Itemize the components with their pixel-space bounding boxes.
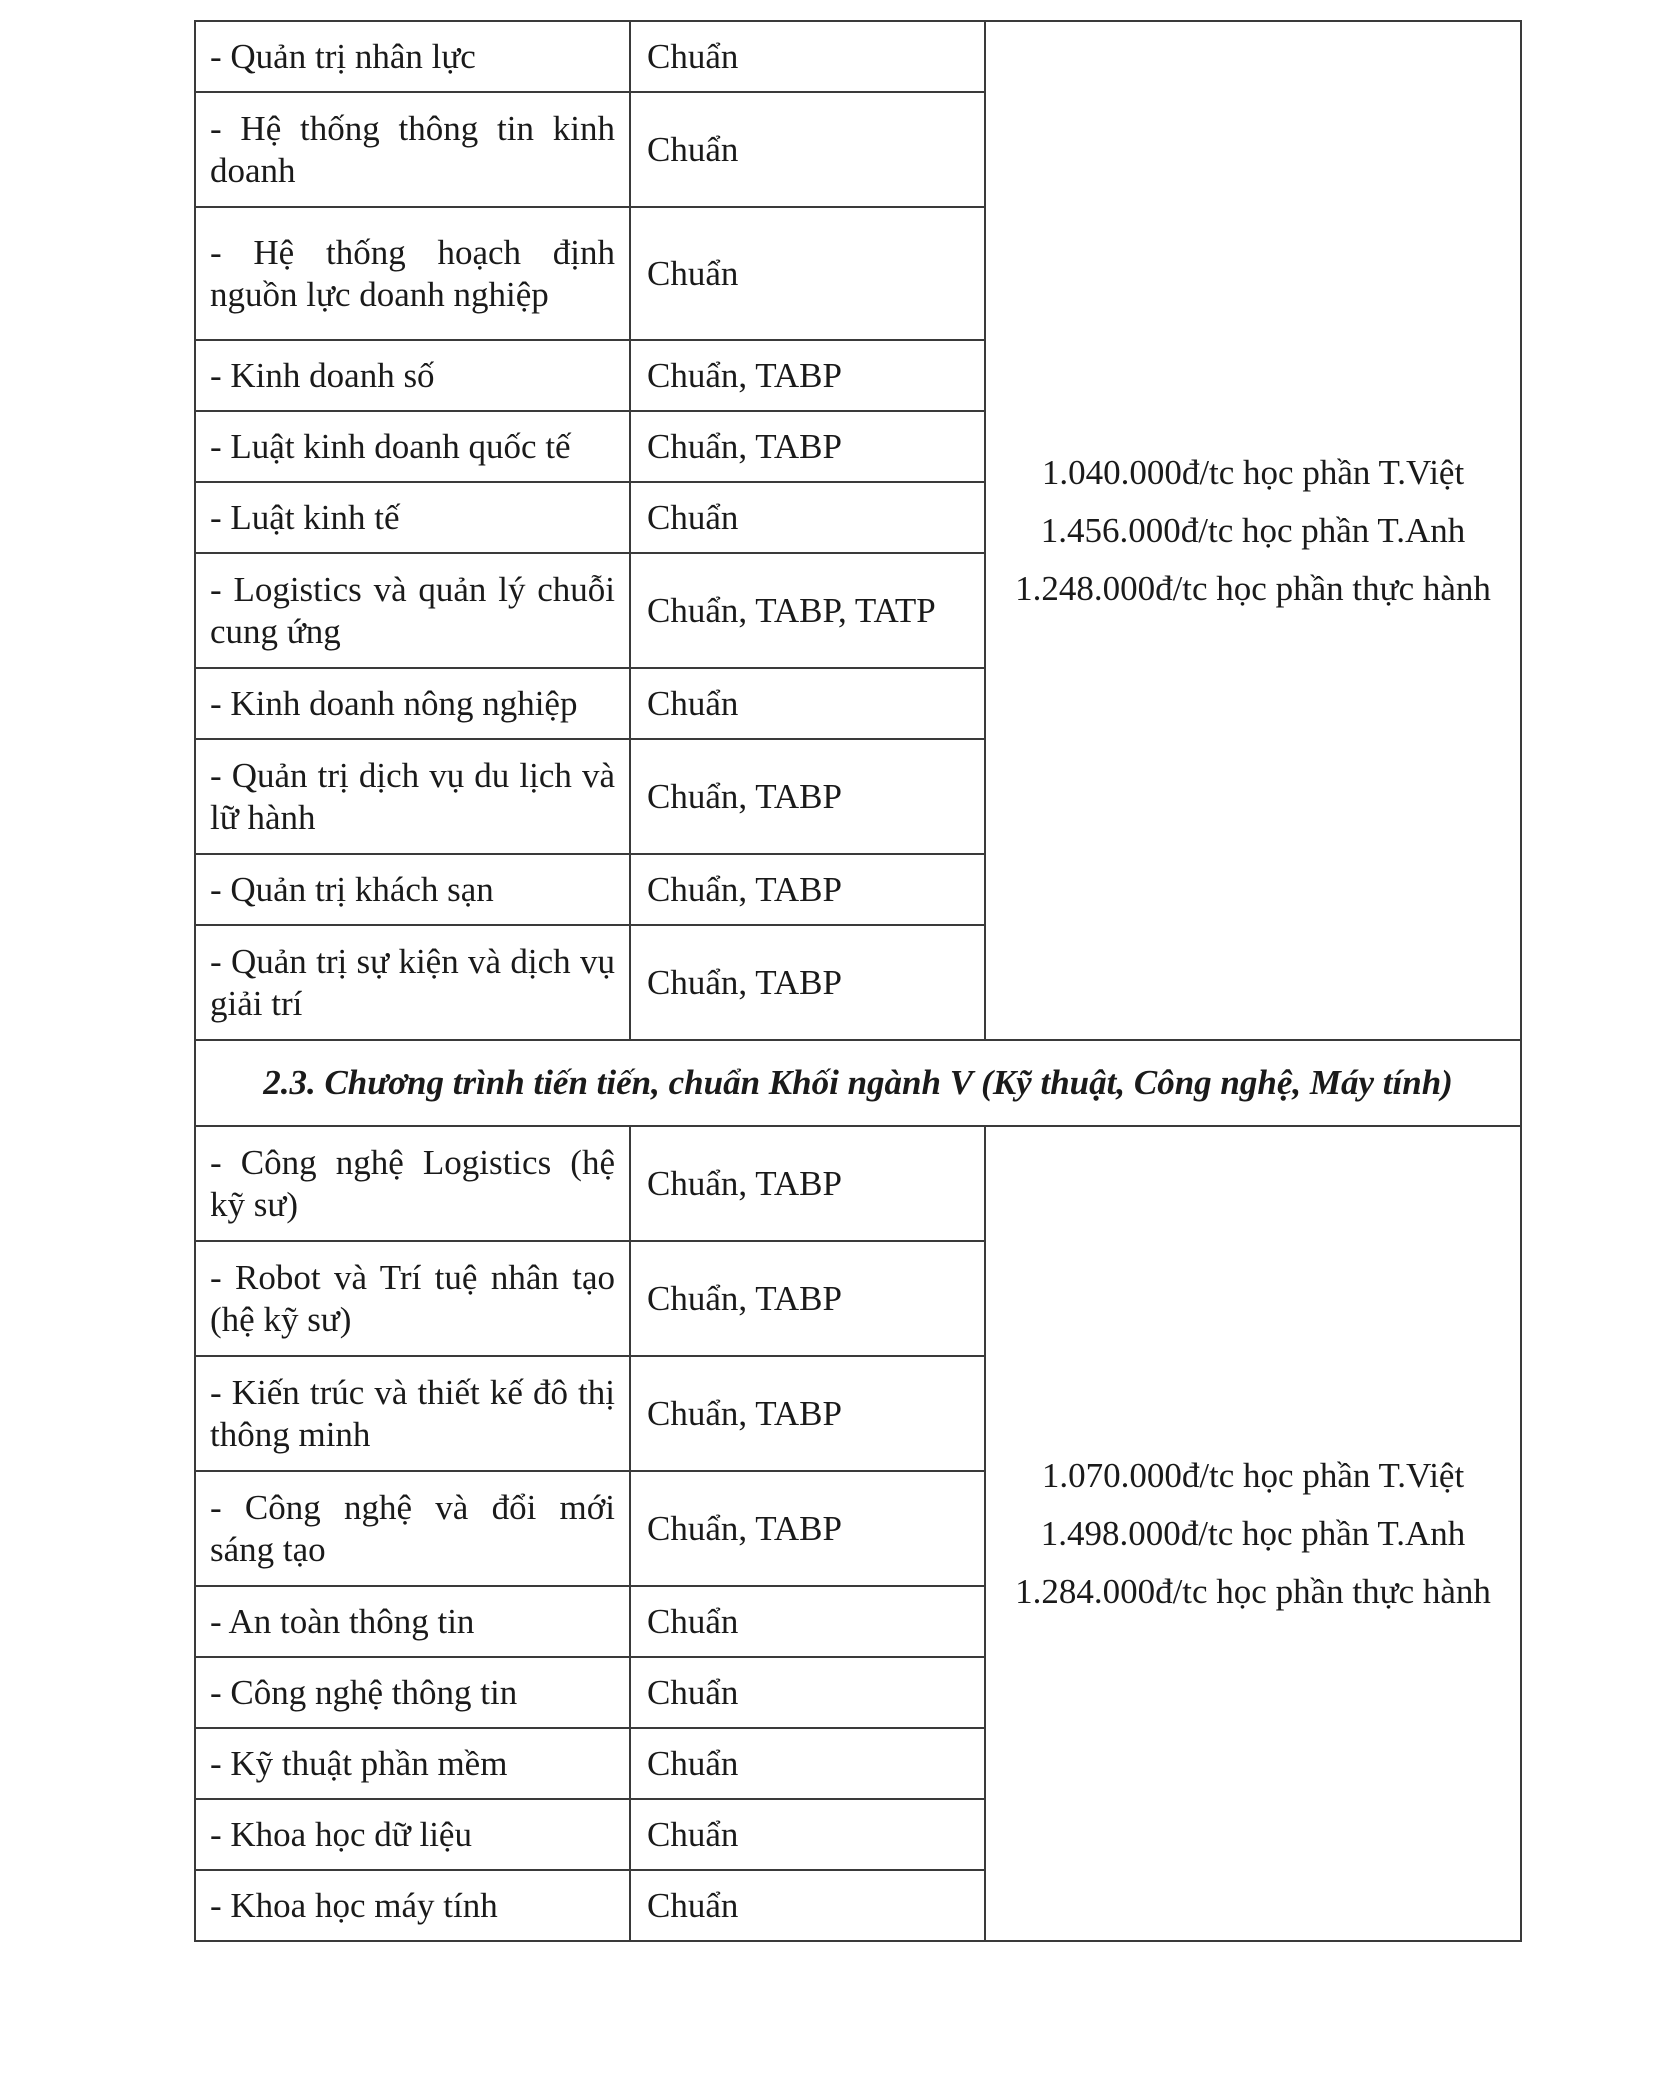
program-name: - Robot và Trí tuệ nhân tạo (hệ kỹ sư)	[195, 1241, 630, 1356]
program-name: - Kỹ thuật phần mềm	[195, 1728, 630, 1799]
section-heading-row	[195, 1040, 1521, 1126]
program-type: Chuẩn	[630, 1657, 985, 1728]
program-type: Chuẩn, TABP	[630, 1471, 985, 1586]
program-name: - Công nghệ và đổi mới sáng tạo	[195, 1471, 630, 1586]
program-name: - Quản trị dịch vụ du lịch và lữ hành	[195, 739, 630, 854]
program-name: - An toàn thông tin	[195, 1586, 630, 1657]
program-name: - Quản trị nhân lực	[195, 21, 630, 92]
program-type: Chuẩn	[630, 21, 985, 92]
program-name: - Quản trị khách sạn	[195, 854, 630, 925]
program-type: Chuẩn, TABP	[630, 340, 985, 411]
program-name: - Khoa học dữ liệu	[195, 1799, 630, 1870]
program-type: Chuẩn, TABP	[630, 925, 985, 1040]
fee-cell	[985, 1126, 1521, 1941]
program-name: - Luật kinh doanh quốc tế	[195, 411, 630, 482]
program-name: - Kiến trúc và thiết kế đô thị thông minh	[195, 1356, 630, 1471]
program-type: Chuẩn	[630, 1799, 985, 1870]
fee-practice: 1.248.000đ/tc học phần thực hành	[1015, 568, 1491, 608]
program-name: - Công nghệ thông tin	[195, 1657, 630, 1728]
program-name: - Công nghệ Logistics (hệ kỹ sư)	[195, 1126, 630, 1241]
program-type: Chuẩn, TABP, TATP	[630, 553, 985, 668]
table-row	[195, 21, 1521, 92]
program-type: Chuẩn, TABP	[630, 1241, 985, 1356]
tuition-table	[194, 20, 1522, 1942]
program-name: - Kinh doanh nông nghiệp	[195, 668, 630, 739]
program-type: Chuẩn, TABP	[630, 1356, 985, 1471]
fee-cell	[985, 21, 1521, 1040]
fee-vietnamese: 1.070.000đ/tc học phần T.Việt	[1041, 1455, 1465, 1495]
program-type: Chuẩn	[630, 482, 985, 553]
program-type: Chuẩn, TABP	[630, 411, 985, 482]
program-name: - Hệ thống thông tin kinh doanh	[195, 92, 630, 207]
program-name: - Luật kinh tế	[195, 482, 630, 553]
program-type: Chuẩn, TABP	[630, 854, 985, 925]
program-type: Chuẩn, TABP	[630, 1126, 985, 1241]
fee-practice: 1.284.000đ/tc học phần thực hành	[1015, 1571, 1491, 1611]
section-heading: 2.3. Chương trình tiến tiến, chuẩn Khối ngành V (Kỹ thuật, Công nghệ, Máy tính)	[195, 1040, 1521, 1126]
program-type: Chuẩn, TABP	[630, 739, 985, 854]
program-name: - Quản trị sự kiện và dịch vụ giải trí	[195, 925, 630, 1040]
program-type: Chuẩn	[630, 1586, 985, 1657]
program-type: Chuẩn	[630, 668, 985, 739]
fee-vietnamese: 1.040.000đ/tc học phần T.Việt	[1041, 452, 1465, 492]
fee-english: 1.456.000đ/tc học phần T.Anh	[1040, 510, 1466, 550]
program-type: Chuẩn	[630, 207, 985, 340]
program-type: Chuẩn	[630, 1728, 985, 1799]
program-type: Chuẩn	[630, 92, 985, 207]
program-name: - Logistics và quản lý chuỗi cung ứng	[195, 553, 630, 668]
table-row	[195, 1126, 1521, 1241]
fee-english: 1.498.000đ/tc học phần T.Anh	[1040, 1513, 1466, 1553]
program-name: - Hệ thống hoạch định nguồn lực doanh nghiệp	[195, 207, 630, 340]
program-name: - Kinh doanh số	[195, 340, 630, 411]
program-type: Chuẩn	[630, 1870, 985, 1941]
program-name: - Khoa học máy tính	[195, 1870, 630, 1941]
